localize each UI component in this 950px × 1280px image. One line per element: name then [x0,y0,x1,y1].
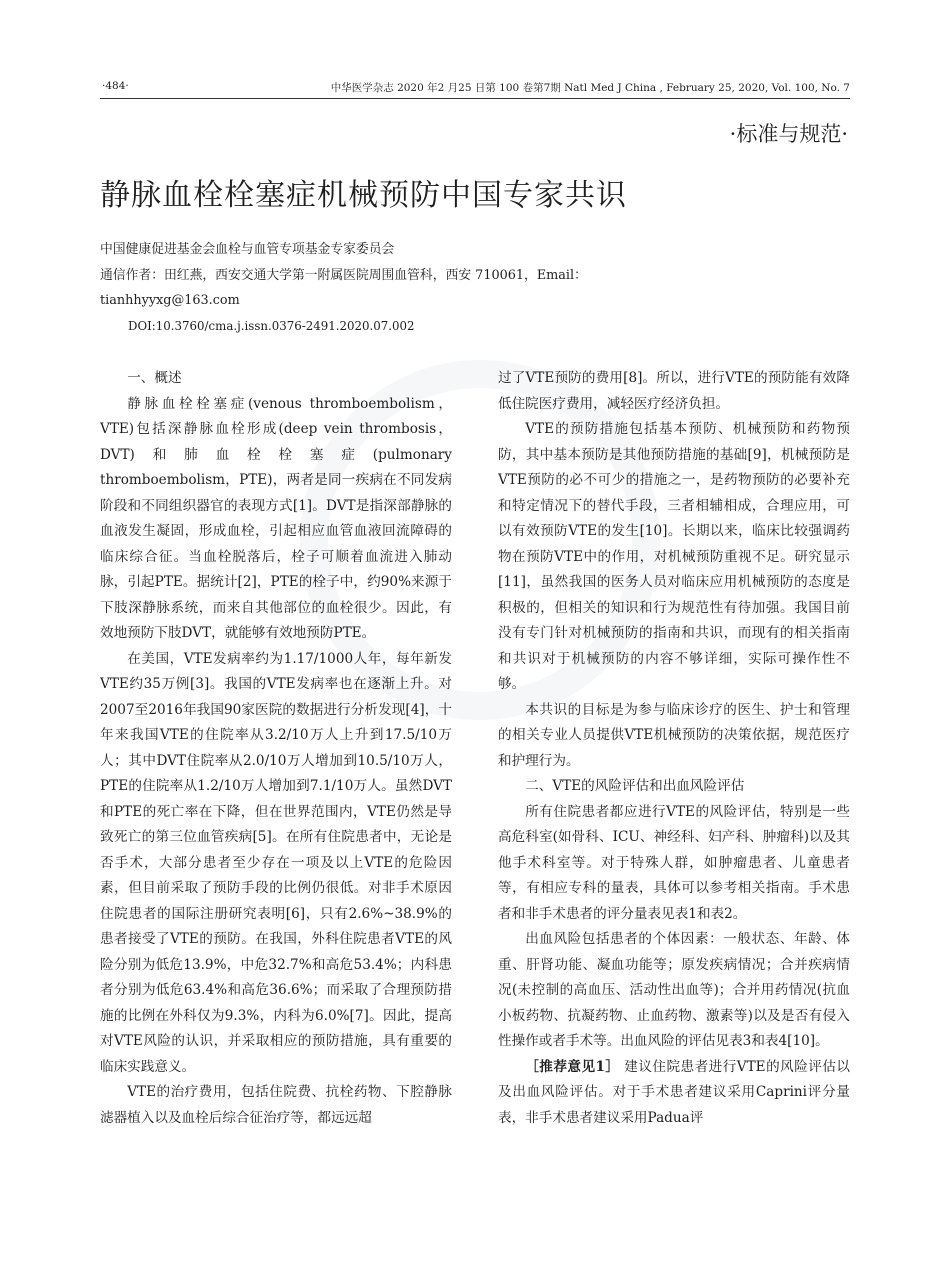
journal-citation: 中华医学杂志 2020 年2 月25 日第 100 卷第7期 Natl Med J China , February 25, 2020, Vol. 100, No. 7 [330,82,850,94]
organization: 中国健康促进基金会血栓与血管专项基金专家委员会 [100,242,395,257]
section-heading: 一、概述 [127,370,182,386]
body-column-right [498,366,850,1131]
recommendation-label: ［推荐意见1］ [525,1058,620,1075]
page-number: ·484· [102,80,129,92]
paragraph: 本共识的目标是为参与临床诊疗的医生、护士和管理的相关专业人员提供VTE机械预防的决策依据，规范医疗和护理行为。 [498,701,850,769]
paragraph: VTE的预防措施包括基本预防、机械预防和药物预防，其中基本预防是其他预防措施的基础[9]，机械预防是VTE预防的必不可少的措施之一，是药物预防的必要补充和特定情况下的替代手段，三者相辅相成，合理应用，可以有效预防VTE的发生[10]。长期以来，临床比较强调药物在预防VTE中的作用，对机械预防重视不足。研究显示[11]，虽然我国的医务人员对临床应用机械预防的态度是积极的，但相关的知识和行为规范性有待加强。我国目前没有专门针对机械预防的指南和共识，而现有的相关指南和共识对于机械预防的内容不够详细，实际可操作性不够。 [498,421,850,692]
paragraph: 所有住院患者都应进行VTE的风险评估，特别是一些高危科室(如骨科、ICU、神经科、妇产科、肿瘤科)以及其他手术科室等。对于特殊人群，如肿瘤患者、儿童患者等，有相应专科的量表，具体可以参考相关指南。手术患者和非手术患者的评分量表见表1和表2。 [498,803,850,922]
body-column-left [100,366,452,1131]
article-title: 静脉血栓栓塞症机械预防中国专家共识 [100,178,627,213]
running-header [100,78,850,99]
author-meta [100,237,850,339]
paragraph: 在美国，VTE发病率约为1.17/1000人年，每年新发VTE约35万例[3]。我国的VTE发病率也在逐渐上升。对2007至2016年我国90家医院的数据进行分析发现[4]，十年来我国VTE的住院率从3.2/10万人上升到17.5/10万人；其中DVT住院率从2.0/10万人增加到10.5/10万人，PTE的住院率从1.2/10万人增加到7.1/10万人。虽然DVT和PTE的死亡率在下降，但在世界范围内，VTE仍然是导致死亡的第三位血管疾病[5]。在所有住院患者中，无论是否手术，大部分患者至少存在一项及以上VTE的危险因素，但目前采取了预防手段的比例仍很低。对非手术原因住院患者的国际注册研究表明[6]，只有2.6%~38.9%的患者接受了VTE的预防。在我国，外科住院患者VTE的风险分别为低危13.9%，中危32.7%和高危53.4%；内科患者分别为低危63.4%和高危36.6%；而采取了合理预防措施的比例在外科仅为9.3%，内科为6.0%[7]。因此，提高对VTE风险的认识，并采取相应的预防措施，具有重要的临床实践意义。 [100,650,452,1075]
recommendation [498,1055,850,1132]
section-heading: 二、VTE的风险评估和出血风险评估 [525,778,745,794]
recommendation-text: 建议住院患者进行VTE的风险评估以及出血风险评估。对于手术患者建议采用Caprini评分量表，非手术患者建议采用Padua评 [498,1058,850,1126]
section-tag: ·标准与规范· [729,122,848,146]
email: tianhhyyxg@163.com [100,293,240,308]
paragraph: VTE的治疗费用，包括住院费、抗栓药物、下腔静脉滤器植入以及血栓后综合征治疗等，都远远超 [100,1084,452,1126]
paragraph: 过了VTE预防的费用[8]。所以，进行VTE的预防能有效降低住院医疗费用，减轻医疗经济负担。 [498,370,850,412]
paragraph: 出血风险包括患者的个体因素：一般状态、年龄、体重、肝肾功能、凝血功能等；原发疾病情况；合并疾病情况(未控制的高血压、活动性出血等)；合并用药情况(抗血小板药物、抗凝药物、止血药物、激素等)以及是否有侵入性操作或者手术等。出血风险的评估见表3和表4[10]。 [498,931,850,1049]
paragraph: 静脉血栓栓塞症(venous thromboembolism，VTE)包括深静脉血栓形成(deep vein thrombosis，DVT)和肺血栓栓塞症(pulmonary thromboembolism，PTE)，两者是同一疾病在不同发病阶段和不同组织器官的表现方式[1]。DVT是指深部静脉的血液发生凝固，形成血栓，引起相应血管血液回流障碍的临床综合征。当血栓脱落后，栓子可顺着血流进入肺动脉，引起PTE。据统计[2]，PTE的栓子中，约90%来源于下肢深静脉系统，而来自其他部位的血栓很少。因此，有效地预防下肢DVT，就能够有效地预防PTE。 [100,395,452,641]
doi: DOI:10.3760/cma.j.issn.0376-2491.2020.07.002 [128,318,415,333]
corresponding-author: 通信作者：田红燕，西安交通大学第一附属医院周围血管科，西安 710061，Email： [100,267,587,283]
